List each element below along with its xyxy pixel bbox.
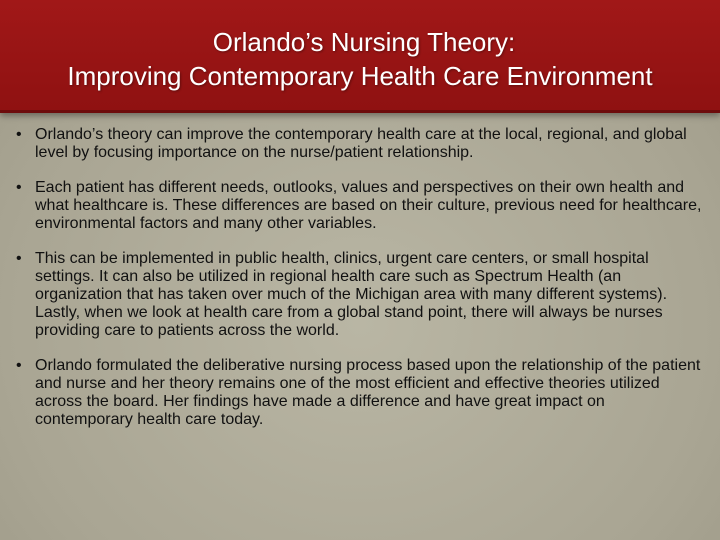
bullet-text: Each patient has different needs, outlooks, values and perspectives on their own health and what healthcare is. These differences are based on their culture, previous need for healthcare, environmental factors and many other variables. (35, 179, 702, 232)
bullet-dot-icon: • (16, 250, 22, 267)
bullet-item (14, 126, 704, 162)
slide-title-line-2: Improving Contemporary Health Care Environment (67, 61, 653, 91)
bullet-dot-icon: • (16, 179, 22, 196)
bullet-item (14, 250, 704, 340)
bullet-text: This can be implemented in public health, clinics, urgent care centers, or small hospital settings. It can also be utilized in regional health care such as Spectrum Health (an organization that has taken over much of the Michigan area with many different systems). Lastly, when we look at health care from a global stand point, there will always be nurses providing care to patients across the world. (35, 250, 668, 339)
bullet-text: Orlando formulated the deliberative nursing process based upon the relationship of the patient and nurse and her theory remains one of the most efficient and effective theories utilized across the board. Her findings have made a difference and have great impact on contemporary health care today. (35, 357, 701, 428)
bullet-list (14, 122, 704, 429)
bullet-dot-icon: • (16, 357, 22, 374)
title-bar (0, 0, 720, 113)
bullet-item (14, 179, 704, 233)
bullet-item (14, 357, 704, 429)
bullet-dot-icon: • (16, 126, 22, 143)
slide-title-line-1: Orlando’s Nursing Theory: (212, 27, 516, 57)
slide-title (0, 25, 720, 93)
bullet-text: Orlando’s theory can improve the contemporary health care at the local, regional, and global level by focusing importance on the nurse/patient relationship. (35, 126, 687, 161)
